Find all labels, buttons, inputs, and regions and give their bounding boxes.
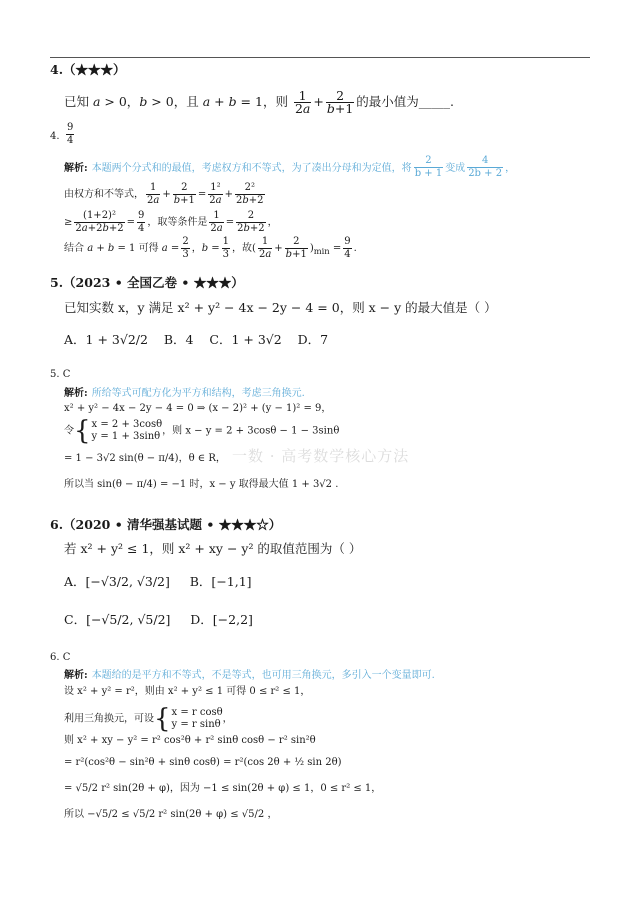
top-rule <box>50 57 590 58</box>
q5-options <box>64 332 328 348</box>
q6-hint: 本题给的是平方和不等式，不是等式，也可用三角换元，多引入一个变量即可. <box>91 670 435 681</box>
q5-header: 5.（2023 • 全国乙卷 • ★★★） <box>50 275 244 290</box>
q4-line1: 由权方和不等式， $\frac{1}{2a}$ + $\frac{2}{b+1}$ = $\frac{\text{1²}}{2a}$ + $\frac{\text{2²}}{2b+2}$ <box>64 182 264 206</box>
q6-hint-line <box>64 666 435 684</box>
q6-sub-y: y = r sinθ <box>171 719 221 730</box>
q6-line2-text: 利用三角换元，可设 <box>64 713 154 725</box>
q6-line6: 所以 −√5/2 ≤ √5/2 r² sin(2θ + φ) ≤ √5/2 ， <box>64 809 278 820</box>
q6-line4: = r²(cos²θ − sin²θ + sinθ cosθ) = r²(cos 2θ + ½ sin 2θ) <box>64 757 342 768</box>
q5-option-d[interactable]: D．7 <box>297 332 329 347</box>
q4-hint-line: 解析: 本题两个分式和的最值，考虑权方和不等式，为了凑出分母和为定值，将 $\frac{2}{b + 1}$ 变成 $\frac{4}{2b + 2}$ ， <box>64 155 516 179</box>
q5-line4: 所以当 sin(θ − π/4) = −1 时，x − y 取得最大值 1 + 3√2 . <box>64 479 339 490</box>
q6-option-a[interactable]: A．[−√3/2, √3/2] <box>64 574 170 589</box>
q5-label: 解析: <box>64 388 88 399</box>
q5-line3: = 1 − 3√2 sin(θ − π/4)，θ ∈ R， <box>64 453 226 464</box>
q5-line1: x² + y² − 4x − 2y − 4 = 0 ⇒ (x − 2)² + (y − 1)² = 9， <box>64 403 332 414</box>
q6-options-row2 <box>64 612 253 628</box>
q6-option-c[interactable]: C．[−√5/2, √5/2] <box>64 612 171 627</box>
q6-line5: = √5/2 r² sin(2θ + φ)，因为 −1 ≤ sin(2θ + φ) ≤ 1，0 ≤ r² ≤ 1， <box>64 783 382 794</box>
q5-sub-x: x = 2 + 3cosθ <box>91 419 163 430</box>
q4-label: 解析: <box>64 163 88 174</box>
q6-options-row1 <box>64 574 252 590</box>
q5-line2-tail: ，则 x − y = 2 + 3cosθ − 1 − 3sinθ <box>162 425 340 437</box>
q6-answer: 6. C <box>50 652 71 663</box>
q6-header: 6.（2020 • 清华强基试题 • ★★★☆） <box>50 517 282 532</box>
q6-stem: 若 x² + y² ≤ 1，则 x² + xy − y² 的取值范围为（ ） <box>64 541 362 556</box>
watermark: 一数 · 高考数学核心方法 <box>232 447 410 465</box>
q5-option-c[interactable]: C．1 + 3√2 <box>209 332 282 347</box>
q6-line2: 利用三角换元，可设{ x = r cosθ y = r sinθ ， <box>64 704 233 734</box>
q4-header: 4.（★★★） <box>50 62 126 77</box>
q4-stem: 已知 a > 0，b > 0，且 a + b = 1，则 $\frac{1}{2a}$ + $\frac{2}{b+1}$ 的最小值为_____. <box>64 88 455 116</box>
q5-hint: 所给等式可配方化为平方和结构，考虑三角换元. <box>91 388 305 399</box>
q4-answer-number: 4. <box>50 131 60 142</box>
q6-option-d[interactable]: D．[−2,2] <box>190 612 253 627</box>
q5-hint-line <box>64 384 305 402</box>
q6-line1: 设 x² + y² = r²，则由 x² + y² ≤ 1 可得 0 ≤ r² ≤ 1， <box>64 686 311 697</box>
q4-answer-value: $\frac{9}{4}$ <box>67 122 74 146</box>
q5-line2: 令{ x = 2 + 3cosθ y = 1 + 3sinθ ，则 x − y = 2 + 3cosθ − 1 − 3sinθ <box>64 416 340 446</box>
q6-line3: 则 x² + xy − y² = r² cos²θ + r² sinθ cosθ − r² sin²θ <box>64 735 316 746</box>
q5-answer: 5. C <box>50 369 71 380</box>
q6-option-b[interactable]: B．[−1,1] <box>189 574 252 589</box>
q5-option-a[interactable]: A．1 + 3√2/2 <box>64 332 148 347</box>
q6-sub-x: x = r cosθ <box>171 707 223 718</box>
q6-label: 解析: <box>64 670 88 681</box>
q5-sub-y: y = 1 + 3sinθ <box>91 431 161 442</box>
q4-line3: 结合 a + b = 1 可得 a = $\frac{2}{3}$ ，b = $\frac{1}{3}$ ，故( $\frac{1}{2a}$ + $\frac{2}{b+1}$ )$_{min}$ = $\frac{9}{4}$ . <box>64 236 357 260</box>
q4-line2: ≥ $\frac{\text{(1+2)²}}{2a+2b+2}$ = $\frac{9}{4}$ ，取等条件是 $\frac{1}{2a}$ = $\frac{2}{2b+2}$ ， <box>64 210 278 234</box>
q5-option-b[interactable]: B．4 <box>163 332 194 347</box>
q5-stem: 已知实数 x，y 满足 x² + y² − 4x − 2y − 4 = 0，则 x − y 的最大值是（ ） <box>64 300 497 315</box>
